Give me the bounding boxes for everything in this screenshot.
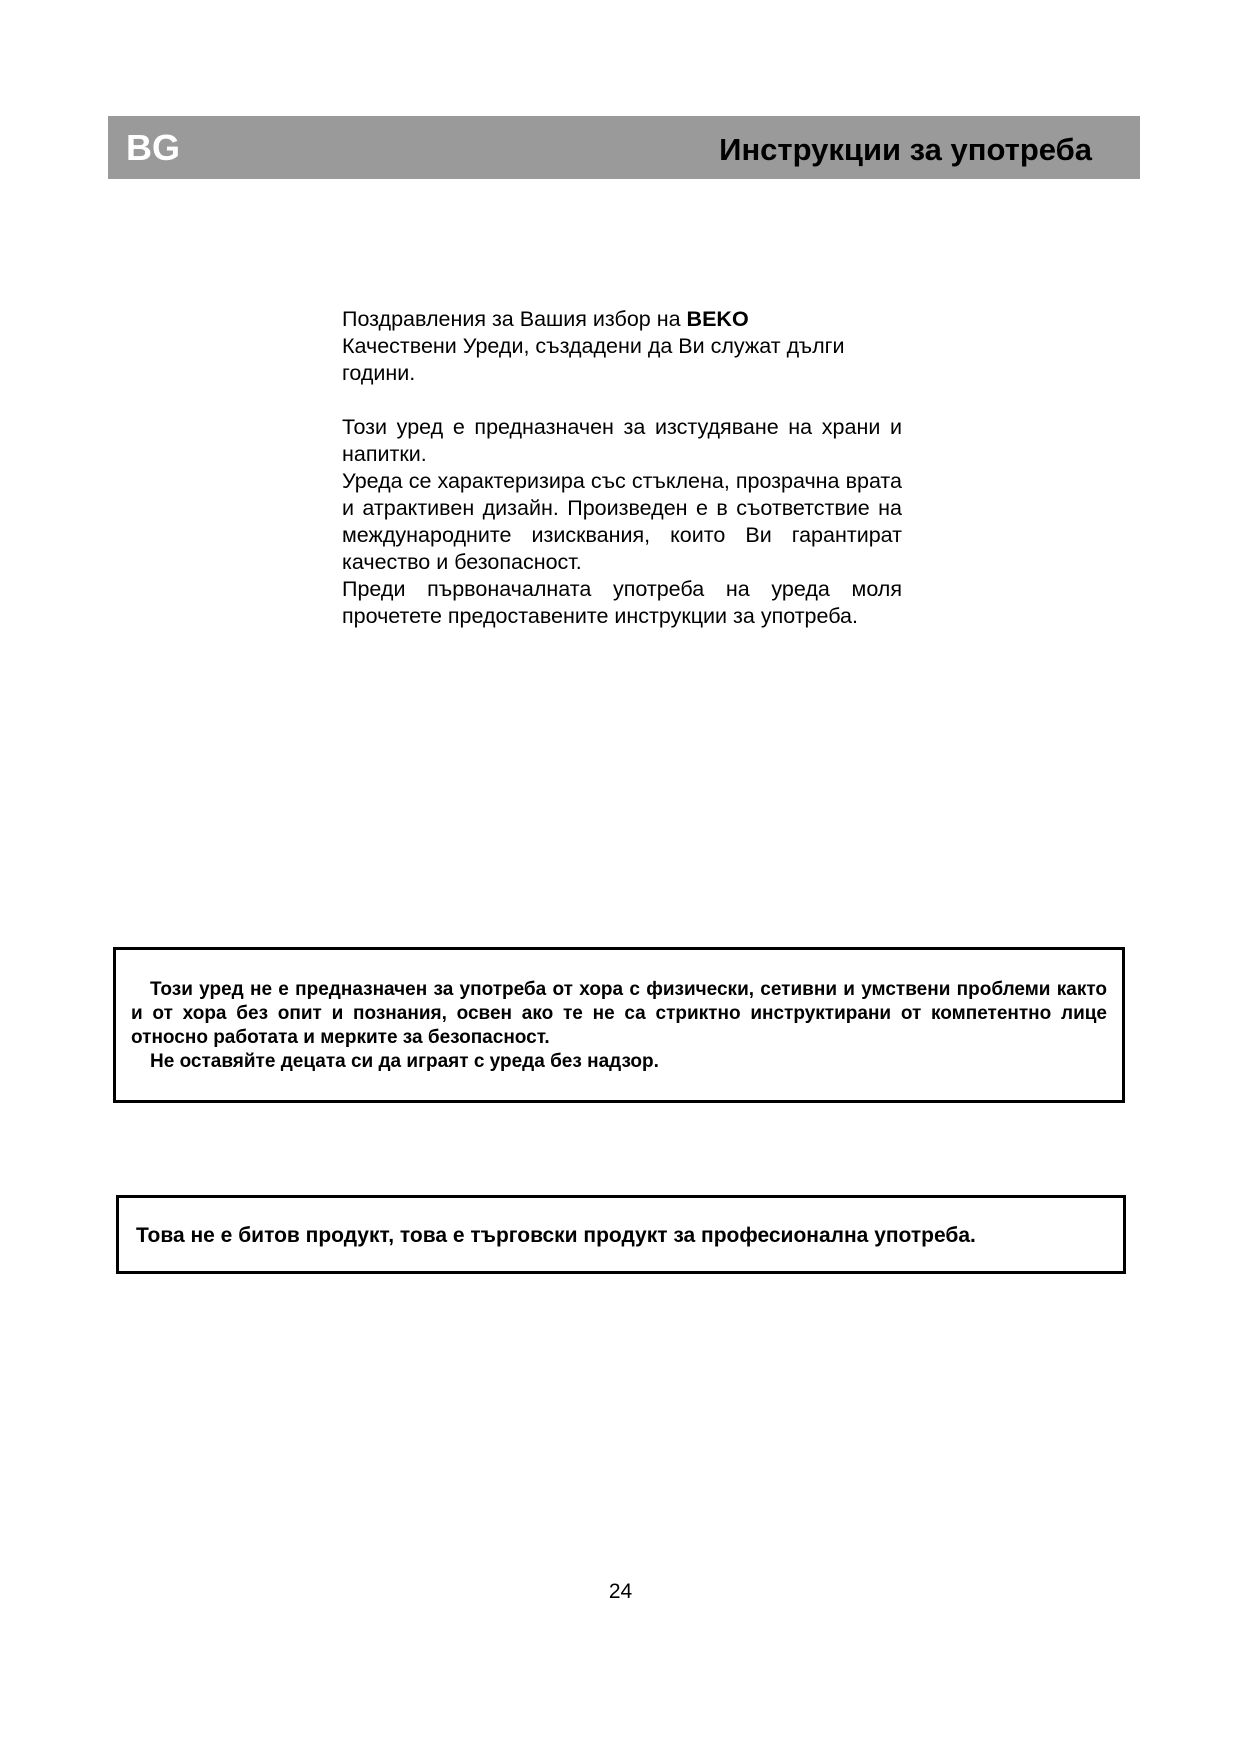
- warning-children-paragraph: Не оставяйте децата си да играят с уреда без надзор.: [150, 1051, 659, 1072]
- header-bar: [108, 116, 1140, 179]
- language-code: BG: [126, 127, 180, 168]
- greeting-prefix: Поздравления за Вашия избор на: [342, 307, 687, 331]
- purpose-paragraph: Този уред е предназначен за изстудяване на храни и напитки.: [342, 415, 902, 466]
- greeting-paragraph: [342, 306, 902, 387]
- warning-box: [113, 947, 1125, 1103]
- warning-paragraph: Този уред не е предназначен за употреба от хора с физически, сетивни и умствени проблеми както и от хора без опит и познания, освен ако те не са стриктно инструктирани от компетентно лице относно работата и мерките за безопасност.: [131, 979, 1107, 1048]
- product-note: Това не е битов продукт, това е търговски продукт за професионална употреба.: [136, 1224, 976, 1247]
- page-number: 24: [608, 1580, 633, 1603]
- before-use-paragraph: Преди първоначалната употреба на уреда моля прочетете предоставените инструкции за употреба.: [342, 577, 902, 628]
- page-title: Инструкции за употреба: [719, 132, 1092, 167]
- features-paragraph: Уреда се характеризира със стъклена, прозрачна врата и атрактивен дизайн. Произведен е в съответствие на международните изисквания, които Ви гарантират качество и безопасност.: [342, 469, 902, 574]
- warning-text: [131, 978, 1107, 1074]
- brand-name: BEKO: [686, 307, 749, 331]
- product-note-box: [116, 1195, 1126, 1274]
- greeting-rest: Качествени Уреди, създадени да Ви служат дълги години.: [342, 334, 845, 385]
- intro-section: [342, 306, 902, 630]
